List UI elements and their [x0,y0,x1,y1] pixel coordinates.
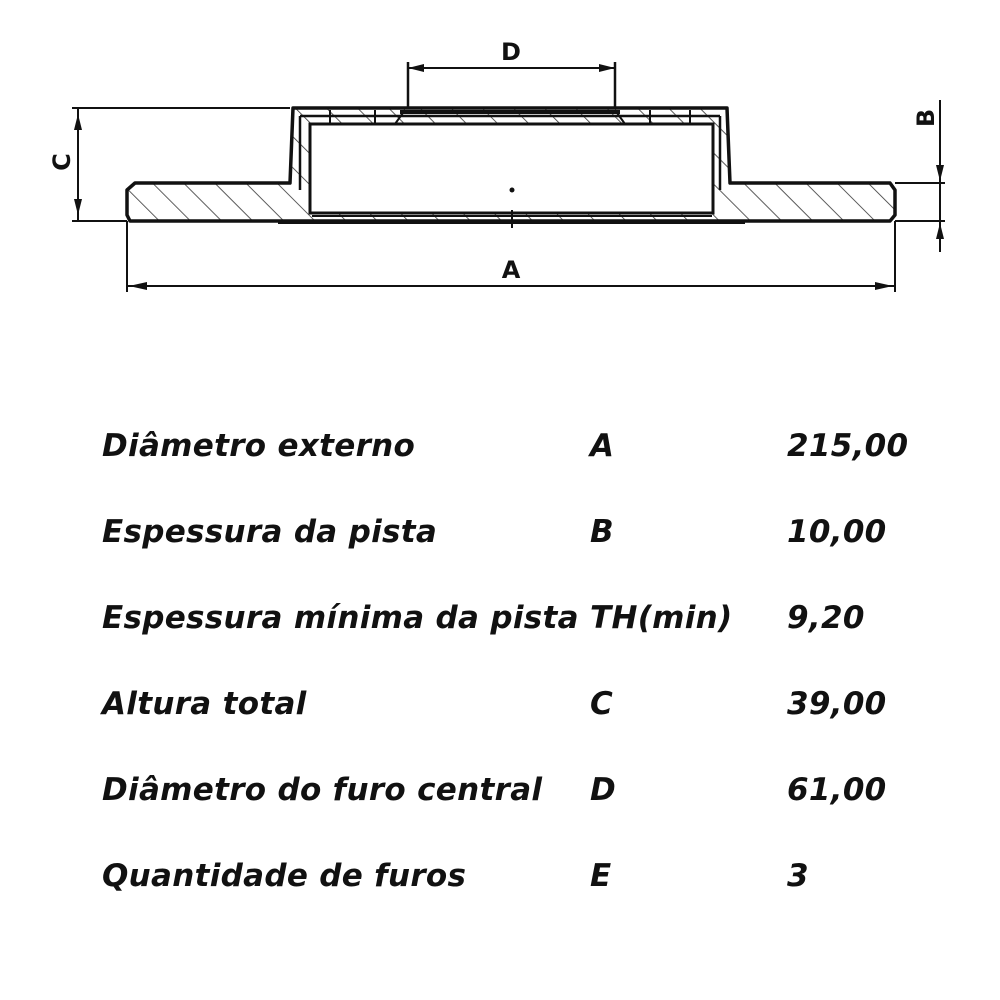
spec-value: 9,20 [787,600,865,636]
spec-code: D [590,772,617,808]
spec-name: Diâmetro externo [102,428,416,464]
spec-name: Espessura da pista [102,514,438,550]
spec-value: 61,00 [787,772,887,808]
spec-value: 39,00 [787,686,887,722]
spec-code: TH(min) [590,600,733,636]
spec-row-min-thickness [0,600,1000,640]
spec-value: 3 [787,858,809,894]
spec-code: B [590,514,614,550]
dimension-c-label: C [48,153,76,171]
spec-row-track-thickness [0,514,1000,554]
spec-name: Quantidade de furos [102,858,467,894]
disc-profile [127,108,895,228]
dimension-a-label: A [501,256,521,284]
spec-code: A [590,428,615,464]
dimension-b-label: B [912,108,940,128]
spec-row-hole-count [0,858,1000,898]
dimension-d [408,38,615,108]
spec-row-center-bore [0,772,1000,812]
spec-name: Espessura mínima da pista [102,600,579,636]
dimension-d-label: D [501,38,521,66]
spec-row-total-height [0,686,1000,726]
disc-cross-section-drawing [0,0,1000,340]
spec-value: 10,00 [787,514,887,550]
spec-code: E [590,858,612,894]
spec-value: 215,00 [787,428,909,464]
spec-code: C [590,686,614,722]
spec-row-outer-diameter [0,428,1000,468]
dimension-a [127,221,895,292]
spec-name: Altura total [102,686,307,722]
dimension-b [895,100,945,252]
spec-name: Diâmetro do furo central [102,772,543,808]
